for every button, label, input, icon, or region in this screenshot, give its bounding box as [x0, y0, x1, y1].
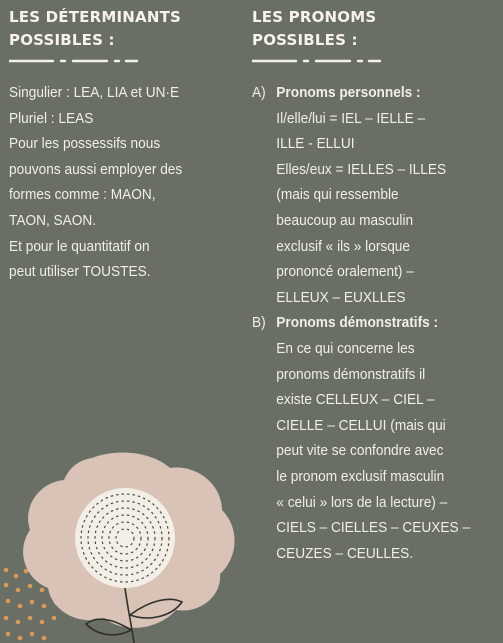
flower-center: [75, 488, 175, 588]
text-line: exclusif « ils » lorsque: [276, 237, 411, 255]
text-line: Il/elle/lui = IEL – IELLE –: [276, 109, 426, 127]
text-line: prononcé oralement) –: [276, 263, 414, 281]
determinants-text: [9, 80, 243, 285]
text-line: pouvons aussi employer des: [9, 160, 183, 178]
section-demonstratifs: [252, 310, 495, 566]
determinants-heading-line-2: POSSIBLES :: [9, 31, 115, 49]
text-line: En ce qui concerne les: [276, 339, 415, 357]
section-title: Pronoms personnels :: [276, 84, 421, 101]
text-line: ILLE - ELLUI: [276, 135, 355, 153]
flower-illustration: [0, 450, 250, 643]
pronoms-heading-line-1: LES PRONOMS: [252, 8, 377, 26]
text-line: (mais qui ressemble: [276, 186, 399, 204]
pronoms-text: [252, 80, 495, 566]
decorative-underline-left: [9, 57, 139, 65]
text-line: Pour les possessifs nous: [9, 135, 161, 153]
text-line: Singulier : LEA, LIA et UN·E: [9, 84, 180, 101]
pronoms-heading-line-2: POSSIBLES :: [252, 31, 358, 49]
text-line: peut utiliser TOUSTES.: [9, 263, 151, 281]
text-line: le pronom exclusif masculin: [276, 467, 445, 485]
determinants-heading: [9, 6, 181, 52]
text-line: beaucoup au masculin: [276, 211, 414, 229]
section-title: Pronoms démonstratifs :: [276, 314, 439, 332]
decorative-underline-right: [252, 57, 382, 65]
determinants-heading-line-1: LES DÉTERMINANTS: [9, 8, 182, 26]
text-line: Elles/eux = IELLES – ILLES: [276, 160, 447, 178]
text-line: « celui » lors de la lecture) –: [276, 493, 448, 511]
text-line: Pluriel : LEAS: [9, 109, 94, 127]
text-line: CIELLE – CELLUI (mais qui: [276, 416, 446, 434]
text-line: formes comme : MAON,: [9, 186, 156, 204]
section-personnels: [252, 80, 495, 310]
section-letter: B): [252, 314, 266, 332]
text-line: pronoms démonstratifs il: [276, 365, 426, 383]
text-line: CEUZES – CEULLES.: [276, 544, 414, 562]
pronoms-heading: [252, 6, 376, 52]
text-line: TAON, SAON.: [9, 211, 97, 229]
text-line: peut vite se confondre avec: [276, 442, 444, 460]
section-letter: A): [252, 84, 266, 101]
text-line: ELLEUX – EUXLLES: [276, 288, 406, 306]
text-line: Et pour le quantitatif on: [9, 237, 150, 255]
text-line: existe CELLEUX – CIEL –: [276, 391, 435, 409]
text-line: CIELS – CIELLES – CEUXES –: [276, 519, 471, 537]
